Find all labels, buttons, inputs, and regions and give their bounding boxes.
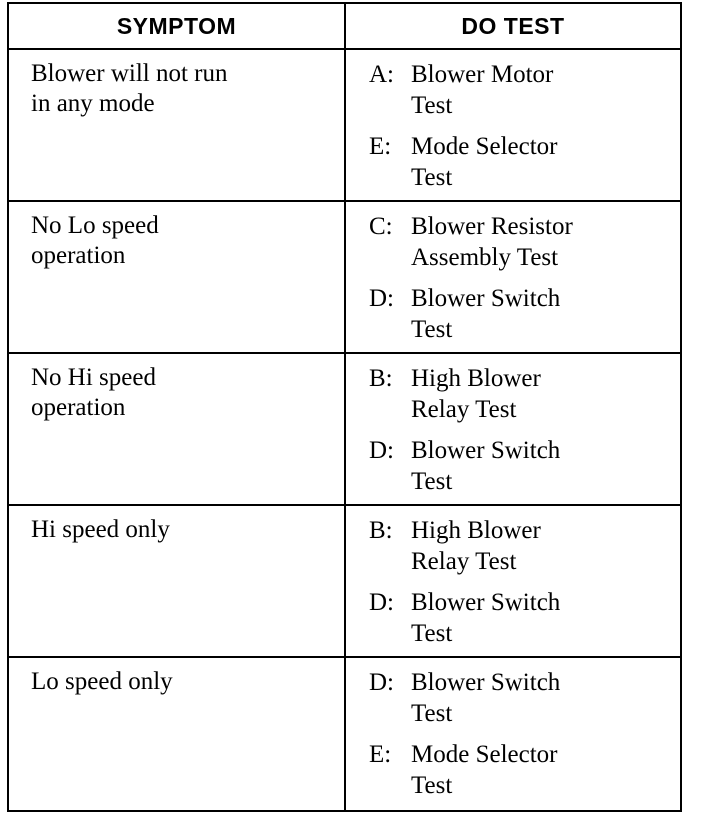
test-item [369, 59, 680, 121]
table-row [9, 506, 680, 658]
symptom-cell: No Lo speed operation [9, 202, 346, 352]
test-item [369, 587, 680, 649]
test-name: Blower Switch Test [411, 589, 561, 647]
tests-cell [346, 354, 680, 504]
tests-cell [346, 658, 680, 812]
test-code: C: [369, 213, 393, 240]
test-item [369, 131, 680, 193]
test-item [369, 739, 680, 801]
test-item [369, 283, 680, 345]
test-code: A: [369, 61, 394, 88]
test-name: Blower Switch Test [411, 437, 561, 495]
tests-cell [346, 506, 680, 656]
test-code: D: [369, 437, 394, 464]
table-row [9, 202, 680, 354]
symptom-cell: No Hi speed operation [9, 354, 346, 504]
symptom-column-header: SYMPTOM [9, 4, 346, 48]
test-name: High Blower Relay Test [411, 517, 541, 575]
test-name: Mode Selector Test [411, 741, 558, 799]
test-item [369, 435, 680, 497]
test-code: B: [369, 365, 393, 392]
test-name: Blower Motor Test [411, 61, 554, 119]
test-code: D: [369, 589, 394, 616]
symptom-cell: Blower will not run in any mode [9, 50, 346, 200]
test-name: Blower Switch Test [411, 669, 561, 727]
test-code: B: [369, 517, 393, 544]
test-name: High Blower Relay Test [411, 365, 541, 423]
test-item [369, 667, 680, 729]
table-header-row [9, 4, 680, 50]
test-code: E: [369, 741, 392, 768]
test-name: Blower Resistor Assembly Test [411, 213, 573, 271]
tests-cell [346, 202, 680, 352]
table-row [9, 50, 680, 202]
test-code: E: [369, 133, 392, 160]
test-name: Blower Switch Test [411, 285, 561, 343]
do-test-column-header: DO TEST [461, 12, 565, 39]
test-item [369, 515, 680, 577]
test-item [369, 363, 680, 425]
diagnostic-table [7, 2, 682, 812]
tests-cell [346, 50, 680, 200]
test-code: D: [369, 285, 394, 312]
test-code: D: [369, 669, 394, 696]
test-name: Mode Selector Test [411, 133, 558, 191]
test-item [369, 211, 680, 273]
symptom-cell: Hi speed only [9, 506, 346, 656]
table-row [9, 658, 680, 812]
symptom-cell: Lo speed only [9, 658, 346, 812]
table-row [9, 354, 680, 506]
